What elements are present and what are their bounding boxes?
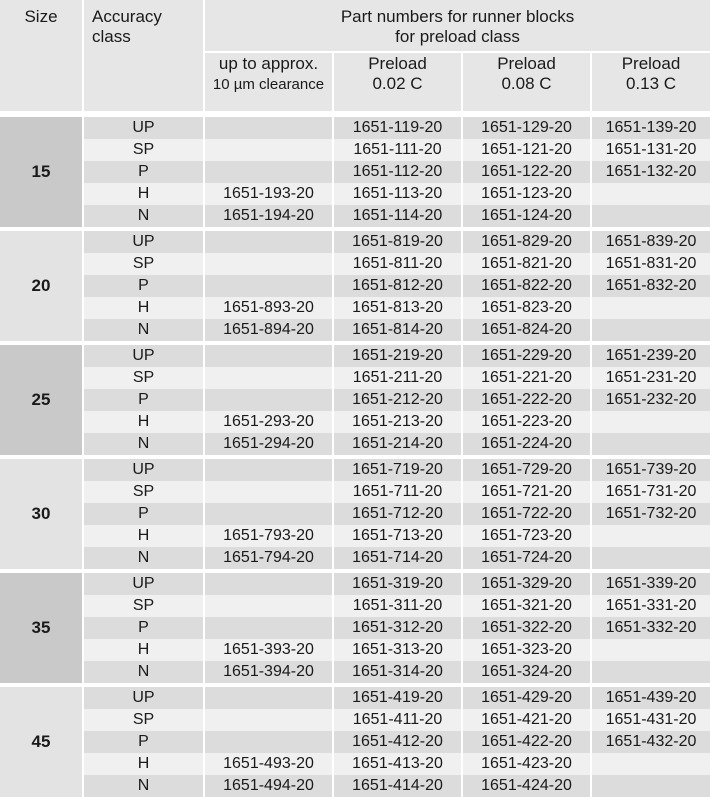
preload-002-part-cell: 1651-714-20 xyxy=(333,547,462,569)
preload-002-part-cell: 1651-819-20 xyxy=(333,231,462,253)
clearance-part-cell xyxy=(204,481,333,503)
preload-002-part-cell: 1651-412-20 xyxy=(333,731,462,753)
accuracy-class-cell: H xyxy=(83,525,204,547)
preload-013-part-cell: 1651-332-20 xyxy=(591,617,710,639)
preload-002-part-cell: 1651-114-20 xyxy=(333,205,462,227)
clearance-part-cell xyxy=(204,367,333,389)
clearance-part-cell xyxy=(204,139,333,161)
accuracy-class-cell: UP xyxy=(83,573,204,595)
accuracy-class-cell: UP xyxy=(83,231,204,253)
preload-002-part-cell: 1651-313-20 xyxy=(333,639,462,661)
clearance-part-cell: 1651-494-20 xyxy=(204,775,333,797)
preload-013-part-cell: 1651-831-20 xyxy=(591,253,710,275)
table-row xyxy=(0,661,710,683)
preload-002-part-cell: 1651-711-20 xyxy=(333,481,462,503)
preload-013-part-cell xyxy=(591,319,710,341)
header-part-numbers: Part numbers for runner blocks for preload class xyxy=(204,0,710,52)
accuracy-class-cell: P xyxy=(83,389,204,411)
clearance-part-cell: 1651-393-20 xyxy=(204,639,333,661)
preload-008-part-cell: 1651-729-20 xyxy=(462,459,591,481)
size-cell: 45 xyxy=(0,687,83,797)
clearance-part-cell xyxy=(204,231,333,253)
preload-008-part-cell: 1651-421-20 xyxy=(462,709,591,731)
preload-002-part-cell: 1651-319-20 xyxy=(333,573,462,595)
accuracy-class-cell: H xyxy=(83,297,204,319)
table-row xyxy=(0,687,710,709)
table-row xyxy=(0,161,710,183)
preload-013-part-cell: 1651-231-20 xyxy=(591,367,710,389)
preload-008-part-cell: 1651-324-20 xyxy=(462,661,591,683)
preload-008-part-cell: 1651-223-20 xyxy=(462,411,591,433)
header-size: Size xyxy=(0,0,83,111)
header-preload-013: Preload 0.13 C xyxy=(591,52,710,111)
accuracy-class-cell: N xyxy=(83,547,204,569)
preload-013-part-cell: 1651-432-20 xyxy=(591,731,710,753)
table-row xyxy=(0,117,710,139)
accuracy-class-cell: SP xyxy=(83,367,204,389)
clearance-part-cell: 1651-493-20 xyxy=(204,753,333,775)
preload-013-part-cell xyxy=(591,661,710,683)
table-row xyxy=(0,731,710,753)
accuracy-class-cell: H xyxy=(83,183,204,205)
table-row xyxy=(0,183,710,205)
size-cell: 35 xyxy=(0,573,83,683)
preload-013-part-cell: 1651-731-20 xyxy=(591,481,710,503)
preload-013-part-cell: 1651-339-20 xyxy=(591,573,710,595)
preload-008-part-cell: 1651-722-20 xyxy=(462,503,591,525)
preload-002-part-cell: 1651-311-20 xyxy=(333,595,462,617)
preload-008-part-cell: 1651-323-20 xyxy=(462,639,591,661)
preload-013-part-cell xyxy=(591,183,710,205)
clearance-part-cell: 1651-294-20 xyxy=(204,433,333,455)
accuracy-class-cell: N xyxy=(83,319,204,341)
table-row xyxy=(0,139,710,161)
preload-008-part-cell: 1651-724-20 xyxy=(462,547,591,569)
preload-002-part-cell: 1651-112-20 xyxy=(333,161,462,183)
clearance-part-cell: 1651-193-20 xyxy=(204,183,333,205)
preload-002-part-cell: 1651-411-20 xyxy=(333,709,462,731)
accuracy-class-cell: P xyxy=(83,503,204,525)
table-row xyxy=(0,389,710,411)
preload-008-part-cell: 1651-122-20 xyxy=(462,161,591,183)
table-row xyxy=(0,205,710,227)
table-row xyxy=(0,297,710,319)
preload-008-part-cell: 1651-822-20 xyxy=(462,275,591,297)
clearance-part-cell xyxy=(204,731,333,753)
accuracy-class-cell: N xyxy=(83,433,204,455)
preload-002-part-cell: 1651-814-20 xyxy=(333,319,462,341)
table-row xyxy=(0,595,710,617)
preload-008-part-cell: 1651-824-20 xyxy=(462,319,591,341)
preload-008-part-cell: 1651-321-20 xyxy=(462,595,591,617)
preload-002-part-cell: 1651-119-20 xyxy=(333,117,462,139)
clearance-part-cell xyxy=(204,617,333,639)
clearance-part-cell: 1651-793-20 xyxy=(204,525,333,547)
preload-002-part-cell: 1651-419-20 xyxy=(333,687,462,709)
size-cell: 15 xyxy=(0,117,83,227)
accuracy-class-cell: H xyxy=(83,753,204,775)
preload-008-part-cell: 1651-423-20 xyxy=(462,753,591,775)
table-row xyxy=(0,459,710,481)
preload-013-part-cell: 1651-732-20 xyxy=(591,503,710,525)
accuracy-class-cell: SP xyxy=(83,253,204,275)
table-row xyxy=(0,775,710,797)
table-row xyxy=(0,433,710,455)
header-accuracy-class: Accuracy class xyxy=(83,0,204,111)
accuracy-class-cell: H xyxy=(83,411,204,433)
preload-008-part-cell: 1651-823-20 xyxy=(462,297,591,319)
accuracy-class-cell: UP xyxy=(83,117,204,139)
size-cell: 30 xyxy=(0,459,83,569)
preload-002-part-cell: 1651-813-20 xyxy=(333,297,462,319)
preload-008-part-cell: 1651-322-20 xyxy=(462,617,591,639)
accuracy-class-cell: SP xyxy=(83,709,204,731)
preload-013-part-cell: 1651-739-20 xyxy=(591,459,710,481)
table-row xyxy=(0,345,710,367)
clearance-part-cell xyxy=(204,161,333,183)
accuracy-class-cell: H xyxy=(83,639,204,661)
table-row xyxy=(0,617,710,639)
accuracy-class-cell: UP xyxy=(83,459,204,481)
size-cell: 20 xyxy=(0,231,83,341)
preload-002-part-cell: 1651-111-20 xyxy=(333,139,462,161)
preload-013-part-cell: 1651-839-20 xyxy=(591,231,710,253)
preload-008-part-cell: 1651-129-20 xyxy=(462,117,591,139)
accuracy-class-cell: N xyxy=(83,661,204,683)
table-row xyxy=(0,525,710,547)
preload-008-part-cell: 1651-229-20 xyxy=(462,345,591,367)
preload-008-part-cell: 1651-124-20 xyxy=(462,205,591,227)
accuracy-class-cell: N xyxy=(83,205,204,227)
preload-008-part-cell: 1651-329-20 xyxy=(462,573,591,595)
preload-013-part-cell xyxy=(591,297,710,319)
preload-013-part-cell xyxy=(591,411,710,433)
table-row xyxy=(0,573,710,595)
preload-013-part-cell xyxy=(591,775,710,797)
preload-002-part-cell: 1651-713-20 xyxy=(333,525,462,547)
preload-013-part-cell: 1651-139-20 xyxy=(591,117,710,139)
preload-008-part-cell: 1651-829-20 xyxy=(462,231,591,253)
accuracy-class-cell: P xyxy=(83,161,204,183)
preload-002-part-cell: 1651-413-20 xyxy=(333,753,462,775)
clearance-part-cell: 1651-794-20 xyxy=(204,547,333,569)
preload-013-part-cell: 1651-131-20 xyxy=(591,139,710,161)
clearance-part-cell xyxy=(204,503,333,525)
header-clearance: up to approx. 10 µm clearance xyxy=(204,52,333,111)
table-row xyxy=(0,275,710,297)
preload-013-part-cell: 1651-232-20 xyxy=(591,389,710,411)
preload-002-part-cell: 1651-712-20 xyxy=(333,503,462,525)
preload-013-part-cell: 1651-431-20 xyxy=(591,709,710,731)
clearance-part-cell xyxy=(204,117,333,139)
preload-002-part-cell: 1651-212-20 xyxy=(333,389,462,411)
header-preload-002: Preload 0.02 C xyxy=(333,52,462,111)
preload-008-part-cell: 1651-121-20 xyxy=(462,139,591,161)
preload-008-part-cell: 1651-222-20 xyxy=(462,389,591,411)
preload-013-part-cell xyxy=(591,639,710,661)
clearance-part-cell: 1651-293-20 xyxy=(204,411,333,433)
preload-002-part-cell: 1651-414-20 xyxy=(333,775,462,797)
accuracy-class-cell: P xyxy=(83,275,204,297)
preload-002-part-cell: 1651-214-20 xyxy=(333,433,462,455)
table-row xyxy=(0,709,710,731)
preload-002-part-cell: 1651-314-20 xyxy=(333,661,462,683)
clearance-part-cell: 1651-894-20 xyxy=(204,319,333,341)
clearance-part-cell xyxy=(204,459,333,481)
preload-008-part-cell: 1651-429-20 xyxy=(462,687,591,709)
preload-008-part-cell: 1651-821-20 xyxy=(462,253,591,275)
preload-013-part-cell: 1651-239-20 xyxy=(591,345,710,367)
preload-002-part-cell: 1651-213-20 xyxy=(333,411,462,433)
preload-002-part-cell: 1651-211-20 xyxy=(333,367,462,389)
clearance-part-cell xyxy=(204,275,333,297)
preload-002-part-cell: 1651-113-20 xyxy=(333,183,462,205)
accuracy-class-cell: SP xyxy=(83,139,204,161)
table-row xyxy=(0,753,710,775)
table-row xyxy=(0,547,710,569)
preload-002-part-cell: 1651-811-20 xyxy=(333,253,462,275)
preload-008-part-cell: 1651-723-20 xyxy=(462,525,591,547)
clearance-part-cell xyxy=(204,345,333,367)
table-row xyxy=(0,367,710,389)
table-row xyxy=(0,253,710,275)
accuracy-class-cell: UP xyxy=(83,687,204,709)
preload-008-part-cell: 1651-422-20 xyxy=(462,731,591,753)
preload-008-part-cell: 1651-721-20 xyxy=(462,481,591,503)
accuracy-class-cell: SP xyxy=(83,595,204,617)
preload-008-part-cell: 1651-221-20 xyxy=(462,367,591,389)
preload-013-part-cell: 1651-132-20 xyxy=(591,161,710,183)
clearance-part-cell xyxy=(204,687,333,709)
clearance-part-cell xyxy=(204,253,333,275)
clearance-part-cell xyxy=(204,709,333,731)
clearance-part-cell xyxy=(204,595,333,617)
preload-002-part-cell: 1651-312-20 xyxy=(333,617,462,639)
preload-002-part-cell: 1651-719-20 xyxy=(333,459,462,481)
size-cell: 25 xyxy=(0,345,83,455)
table-row xyxy=(0,411,710,433)
table-row xyxy=(0,503,710,525)
table-row xyxy=(0,481,710,503)
preload-008-part-cell: 1651-424-20 xyxy=(462,775,591,797)
preload-013-part-cell xyxy=(591,547,710,569)
preload-013-part-cell xyxy=(591,753,710,775)
preload-002-part-cell: 1651-219-20 xyxy=(333,345,462,367)
clearance-part-cell xyxy=(204,573,333,595)
table-row xyxy=(0,231,710,253)
accuracy-class-cell: UP xyxy=(83,345,204,367)
accuracy-class-cell: P xyxy=(83,617,204,639)
table-row xyxy=(0,639,710,661)
clearance-part-cell xyxy=(204,389,333,411)
preload-002-part-cell: 1651-812-20 xyxy=(333,275,462,297)
clearance-part-cell: 1651-394-20 xyxy=(204,661,333,683)
header-preload-008: Preload 0.08 C xyxy=(462,52,591,111)
clearance-part-cell: 1651-893-20 xyxy=(204,297,333,319)
accuracy-class-cell: P xyxy=(83,731,204,753)
preload-008-part-cell: 1651-123-20 xyxy=(462,183,591,205)
accuracy-class-cell: SP xyxy=(83,481,204,503)
preload-013-part-cell xyxy=(591,525,710,547)
preload-008-part-cell: 1651-224-20 xyxy=(462,433,591,455)
accuracy-class-cell: N xyxy=(83,775,204,797)
preload-013-part-cell xyxy=(591,433,710,455)
preload-013-part-cell: 1651-832-20 xyxy=(591,275,710,297)
clearance-part-cell: 1651-194-20 xyxy=(204,205,333,227)
table-body xyxy=(0,117,710,797)
preload-013-part-cell: 1651-331-20 xyxy=(591,595,710,617)
table-row xyxy=(0,319,710,341)
preload-013-part-cell: 1651-439-20 xyxy=(591,687,710,709)
preload-013-part-cell xyxy=(591,205,710,227)
